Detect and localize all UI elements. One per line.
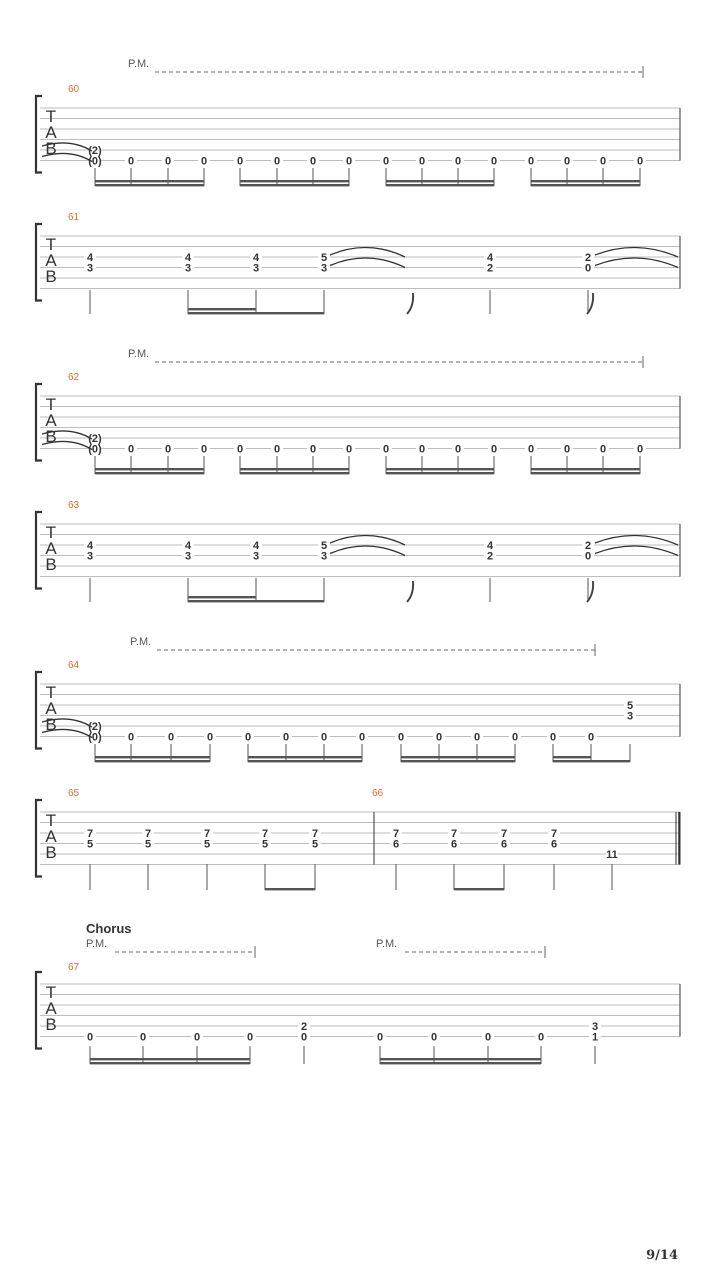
fret-number: 0 (246, 1031, 254, 1044)
tab-clef-letter: B (45, 555, 57, 574)
fret-number: 4 (252, 540, 260, 552)
fret-number: 0 (527, 155, 535, 168)
fret-number: 0 (309, 443, 317, 456)
section-label: Chorus (86, 921, 132, 936)
fret-number: 3 (86, 262, 94, 275)
fret-number: 0 (599, 443, 607, 456)
fret-number: 5 (626, 700, 634, 712)
measure-number: 64 (68, 660, 80, 671)
fret-number: 0 (454, 443, 462, 456)
fret-number: 0 (537, 1031, 545, 1044)
beam (531, 184, 640, 186)
beam (380, 1058, 541, 1060)
measure-number: 67 (68, 962, 80, 973)
tab-system-6 (36, 800, 680, 890)
fret-number: 0 (549, 731, 557, 744)
tie-arc (330, 535, 405, 545)
fret-number: 2 (486, 550, 494, 563)
beam (256, 312, 324, 314)
fret-number: 0 (127, 443, 135, 456)
fret-number: 7 (86, 828, 94, 840)
beam (240, 472, 349, 474)
fret-number: 2 (300, 1021, 308, 1033)
fret-number: 3 (86, 550, 94, 563)
fret-number: 7 (392, 828, 400, 840)
fret-number: 5 (311, 838, 319, 851)
fret-number: 4 (486, 252, 494, 264)
beam (248, 756, 362, 758)
fret-number: 11 (606, 849, 618, 861)
fret-number: 0 (236, 155, 244, 168)
fret-number: 3 (320, 550, 328, 563)
fret-number: 7 (144, 828, 152, 840)
beam (401, 760, 515, 762)
palm-mute-label: P.M. (130, 636, 152, 648)
tab-system-2 (36, 224, 680, 314)
tab-clef-letter: T (45, 395, 57, 414)
fret-number: (0) (88, 443, 102, 456)
fret-number: 0 (473, 731, 481, 744)
beam (240, 184, 349, 186)
fret-number: 0 (636, 443, 644, 456)
measure-number: 65 (68, 788, 80, 799)
tab-clef-letter: A (45, 699, 57, 718)
fret-number: 0 (139, 1031, 147, 1044)
tab-system-7 (36, 946, 680, 1064)
beam (95, 756, 210, 758)
fret-number: 3 (252, 262, 260, 275)
fret-number: (2) (88, 433, 102, 445)
measure-number: 62 (68, 372, 80, 383)
tab-clef-letter: B (45, 715, 57, 734)
fret-number: 0 (563, 155, 571, 168)
tab-clef-letter: A (45, 539, 57, 558)
fret-number: 0 (527, 443, 535, 456)
palm-mute-label: P.M. (86, 938, 108, 950)
beam (90, 1058, 250, 1060)
fret-number: 6 (450, 838, 458, 851)
fret-number: 4 (184, 252, 192, 264)
tab-clef-letter: B (45, 427, 57, 446)
fret-number: 2 (584, 540, 592, 552)
tab-clef-letter: T (45, 107, 57, 126)
fret-number: 0 (200, 443, 208, 456)
fret-number: 0 (563, 443, 571, 456)
beam (90, 1062, 250, 1064)
measure-number: 63 (68, 500, 80, 511)
fret-number: 0 (127, 731, 135, 744)
fret-number: 3 (184, 262, 192, 275)
fret-number: 0 (382, 443, 390, 456)
palm-mute-label: P.M. (128, 348, 150, 360)
beam (386, 472, 494, 474)
fret-number: 0 (430, 1031, 438, 1044)
fret-number: 2 (584, 252, 592, 264)
beam (386, 184, 494, 186)
fret-number: 0 (382, 155, 390, 168)
fret-number: 0 (309, 155, 317, 168)
fret-number: 5 (144, 838, 152, 851)
beam (401, 756, 515, 758)
fret-number: 6 (392, 838, 400, 851)
system-bracket (36, 672, 42, 749)
system-bracket (36, 800, 42, 877)
fret-number: 2 (486, 262, 494, 275)
note-flag (407, 581, 413, 602)
fret-number: 0 (164, 155, 172, 168)
tab-clef-letter: A (45, 999, 57, 1018)
system-bracket (36, 96, 42, 173)
fret-number: 0 (127, 155, 135, 168)
beam (553, 756, 591, 758)
tab-clef-letter: A (45, 827, 57, 846)
fret-number: 3 (591, 1021, 599, 1033)
beam (188, 596, 256, 598)
beam (248, 760, 362, 762)
fret-number: (2) (88, 145, 102, 157)
fret-number: 4 (86, 252, 94, 264)
fret-number: 0 (511, 731, 519, 744)
fret-number: 0 (167, 731, 175, 744)
tab-clef-letter: A (45, 123, 57, 142)
fret-number: 5 (261, 838, 269, 851)
fret-number: 0 (584, 550, 592, 563)
fret-number: 0 (490, 443, 498, 456)
tie-arc (330, 247, 405, 257)
fret-number: 5 (320, 540, 328, 552)
fret-number: 6 (500, 838, 508, 851)
fret-number: 7 (261, 828, 269, 840)
fret-number: 0 (484, 1031, 492, 1044)
tab-system-4 (36, 512, 680, 602)
fret-number: 0 (587, 731, 595, 744)
measure-number: 60 (68, 84, 80, 95)
page-number: 9/14 (646, 1248, 678, 1263)
beam (531, 180, 640, 182)
fret-number: 0 (206, 731, 214, 744)
fret-number: 0 (418, 443, 426, 456)
beam (188, 312, 256, 314)
beam (531, 468, 640, 470)
fret-number: 0 (320, 731, 328, 744)
tab-clef-letter: T (45, 811, 57, 830)
tie-arc (595, 247, 678, 257)
tab-system-3 (36, 356, 680, 474)
fret-number: 5 (320, 252, 328, 264)
beam (265, 888, 315, 890)
fret-number: 0 (345, 443, 353, 456)
note-flag (407, 293, 413, 314)
tab-clef-letter: A (45, 251, 57, 270)
fret-number: 3 (626, 710, 634, 723)
fret-number: (0) (88, 731, 102, 744)
fret-number: 0 (193, 1031, 201, 1044)
fret-number: 7 (203, 828, 211, 840)
fret-number: 0 (164, 443, 172, 456)
tab-system-1 (36, 66, 680, 186)
palm-mute-label: P.M. (128, 58, 150, 70)
fret-number: 0 (376, 1031, 384, 1044)
fret-number: 5 (86, 838, 94, 851)
beam (591, 760, 630, 762)
fret-number: 0 (490, 155, 498, 168)
system-bracket (36, 384, 42, 461)
beam (386, 180, 494, 182)
beam (95, 180, 204, 182)
measure-number: 61 (68, 212, 80, 223)
fret-number: 4 (184, 540, 192, 552)
fret-number: 0 (244, 731, 252, 744)
fret-number: 5 (203, 838, 211, 851)
tie-arc (330, 258, 405, 268)
fret-number: 0 (454, 155, 462, 168)
beam (95, 468, 204, 470)
system-bracket (36, 224, 42, 301)
fret-number: 0 (200, 155, 208, 168)
fret-number: 3 (184, 550, 192, 563)
beam (256, 600, 324, 602)
fret-number: 3 (320, 262, 328, 275)
beam (188, 600, 256, 602)
tab-clef-letter: T (45, 235, 57, 254)
system-bracket (36, 512, 42, 589)
beam (386, 468, 494, 470)
fret-number: 4 (252, 252, 260, 264)
tab-clef-letter: B (45, 139, 57, 158)
fret-number: 0 (282, 731, 290, 744)
beam (95, 760, 210, 762)
fret-number: 0 (599, 155, 607, 168)
fret-number: 7 (550, 828, 558, 840)
beam (240, 180, 349, 182)
system-bracket (36, 972, 42, 1049)
fret-number: 0 (345, 155, 353, 168)
fret-number: 0 (273, 443, 281, 456)
fret-number: 0 (300, 1031, 308, 1044)
beam (380, 1062, 541, 1064)
beam (454, 888, 504, 890)
tab-clef-letter: T (45, 523, 57, 542)
tab-clef-letter: B (45, 843, 57, 862)
fret-number: 3 (252, 550, 260, 563)
fret-number: 0 (236, 443, 244, 456)
fret-number: 0 (435, 731, 443, 744)
fret-number: 6 (550, 838, 558, 851)
beam (95, 472, 204, 474)
beam (531, 472, 640, 474)
fret-number: 4 (86, 540, 94, 552)
beam (553, 760, 591, 762)
fret-number: 0 (397, 731, 405, 744)
fret-number: 0 (584, 262, 592, 275)
tab-clef-letter: B (45, 267, 57, 286)
tab-clef-letter: T (45, 683, 57, 702)
tab-clef-letter: A (45, 411, 57, 430)
measure-number: 66 (372, 788, 384, 799)
tie-arc (595, 258, 678, 268)
fret-number: (2) (88, 721, 102, 733)
tie-arc (595, 535, 678, 545)
fret-number: 4 (486, 540, 494, 552)
tab-system-5 (36, 644, 680, 762)
fret-number: 0 (86, 1031, 94, 1044)
beam (188, 308, 256, 310)
palm-mute-label: P.M. (376, 938, 398, 950)
fret-number: 0 (418, 155, 426, 168)
tie-arc (330, 546, 405, 556)
fret-number: (0) (88, 155, 102, 168)
fret-number: 7 (450, 828, 458, 840)
fret-number: 0 (636, 155, 644, 168)
tab-clef-letter: B (45, 1015, 57, 1034)
fret-number: 0 (273, 155, 281, 168)
beam (240, 468, 349, 470)
fret-number: 0 (358, 731, 366, 744)
beam (95, 184, 204, 186)
fret-number: 7 (311, 828, 319, 840)
fret-number: 1 (591, 1031, 599, 1044)
tab-clef-letter: T (45, 983, 57, 1002)
fret-number: 7 (500, 828, 508, 840)
tie-arc (595, 546, 678, 556)
